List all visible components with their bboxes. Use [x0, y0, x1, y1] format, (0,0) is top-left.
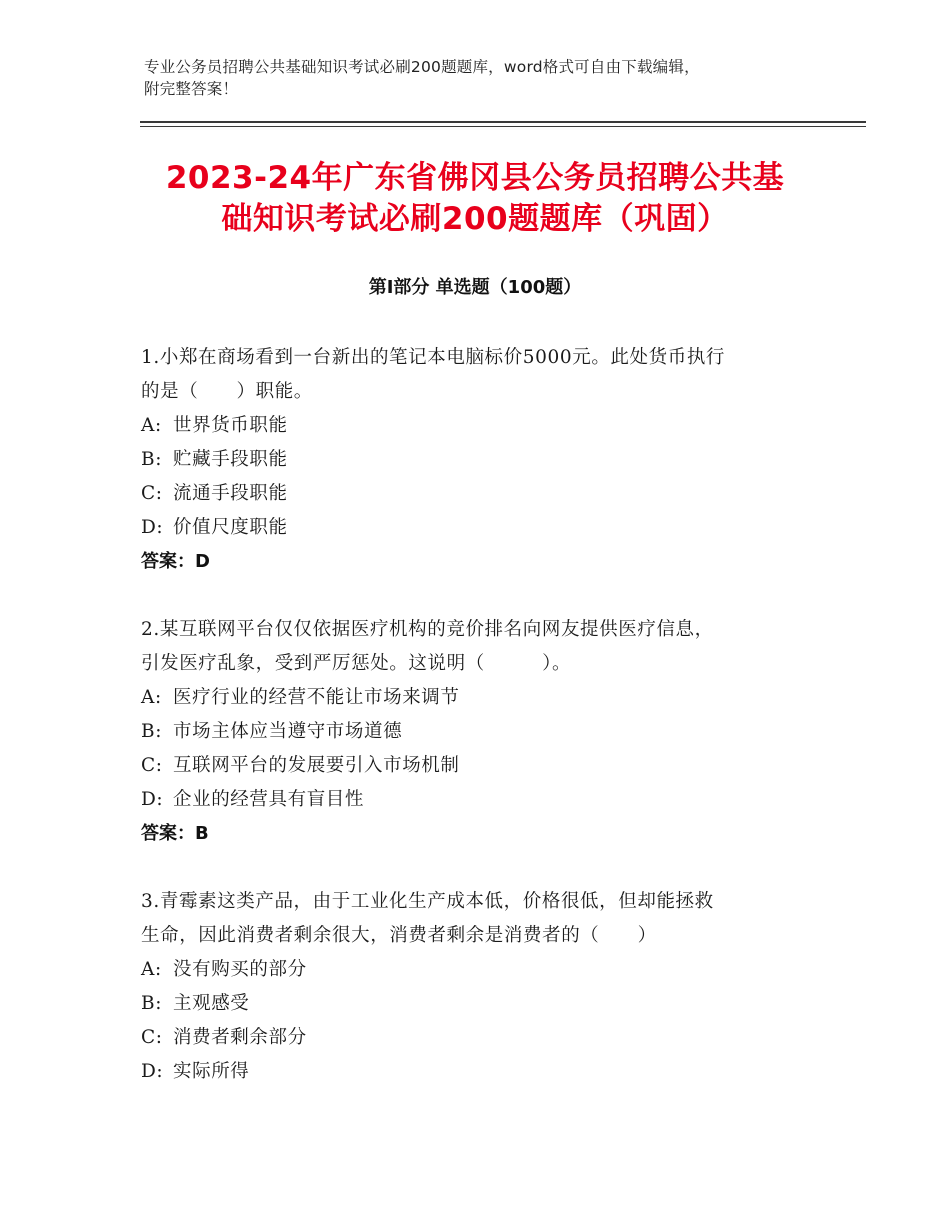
option-letter: A:: [141, 415, 162, 436]
option-a: [141, 953, 821, 987]
option-text: 主观感受: [173, 993, 250, 1014]
header-divider-thin: [140, 126, 866, 127]
option-letter: B:: [141, 993, 163, 1014]
option-letter: C:: [141, 483, 163, 504]
option-b: [141, 987, 821, 1021]
option-letter: B:: [141, 449, 163, 470]
option-text: 企业的经营具有盲目性: [173, 789, 365, 810]
option-text: 价值尺度职能: [173, 517, 288, 538]
document-title-line-1: 2023-24年广东省佛冈县公务员招聘公共基: [165, 160, 785, 196]
question-3: [141, 885, 821, 1089]
header-note-line-2: 附完整答案！: [144, 80, 239, 98]
option-text: 流通手段职能: [173, 483, 288, 504]
question-stem: [141, 341, 821, 409]
answer-label: 答案：D: [141, 551, 210, 572]
document-title-line-2: 础知识考试必刷200题题库（巩固）: [221, 201, 729, 237]
option-letter: A:: [141, 959, 162, 980]
option-d: [141, 783, 821, 817]
header-note-line-1: 专业公务员招聘公共基础知识考试必刷200题题库，word格式可自由下载编辑，: [144, 58, 700, 76]
section-title: 第Ⅰ部分 单选题（100题）: [368, 277, 582, 298]
option-letter: D:: [141, 1061, 164, 1082]
question-1: [141, 341, 821, 579]
option-d: [141, 1055, 821, 1089]
option-text: 互联网平台的发展要引入市场机制: [173, 755, 460, 776]
header-divider-thick: [140, 121, 866, 123]
question-stem-line: 引发医疗乱象，受到严厉惩处。这说明（ ）。: [141, 653, 572, 674]
document-title: [140, 158, 810, 240]
question-stem-line: 1.小郑在商场看到一台新出的笔记本电脑标价5000元。此处货币执行: [141, 347, 726, 368]
question-stem: [141, 613, 821, 681]
option-c: [141, 477, 821, 511]
option-d: [141, 511, 821, 545]
option-c: [141, 749, 821, 783]
option-c: [141, 1021, 821, 1055]
option-letter: D:: [141, 517, 164, 538]
option-b: [141, 715, 821, 749]
question-stem-line: 2.某互联网平台仅仅依据医疗机构的竞价排名向网友提供医疗信息，: [141, 619, 714, 640]
option-text: 医疗行业的经营不能让市场来调节: [173, 687, 460, 708]
option-a: [141, 409, 821, 443]
option-text: 世界货币职能: [173, 415, 288, 436]
option-text: 没有购买的部分: [173, 959, 307, 980]
option-text: 实际所得: [173, 1061, 250, 1082]
question-stem-line: 3.青霉素这类产品，由于工业化生产成本低，价格很低，但却能拯救: [141, 891, 714, 912]
question-list: [141, 341, 821, 1123]
option-a: [141, 681, 821, 715]
option-letter: C:: [141, 1027, 163, 1048]
option-text: 贮藏手段职能: [173, 449, 288, 470]
option-letter: B:: [141, 721, 163, 742]
option-letter: C:: [141, 755, 163, 776]
option-text: 市场主体应当遵守市场道德: [173, 721, 403, 742]
question-stem: [141, 885, 821, 953]
question-2: [141, 613, 821, 851]
answer-label: 答案：B: [141, 823, 209, 844]
question-stem-line: 的是（ ）职能。: [141, 381, 313, 402]
option-text: 消费者剩余部分: [173, 1027, 307, 1048]
header-note: [144, 56, 824, 100]
option-letter: D:: [141, 789, 164, 810]
question-stem-line: 生命，因此消费者剩余很大，消费者剩余是消费者的（ ）: [141, 925, 657, 946]
option-b: [141, 443, 821, 477]
option-letter: A:: [141, 687, 162, 708]
